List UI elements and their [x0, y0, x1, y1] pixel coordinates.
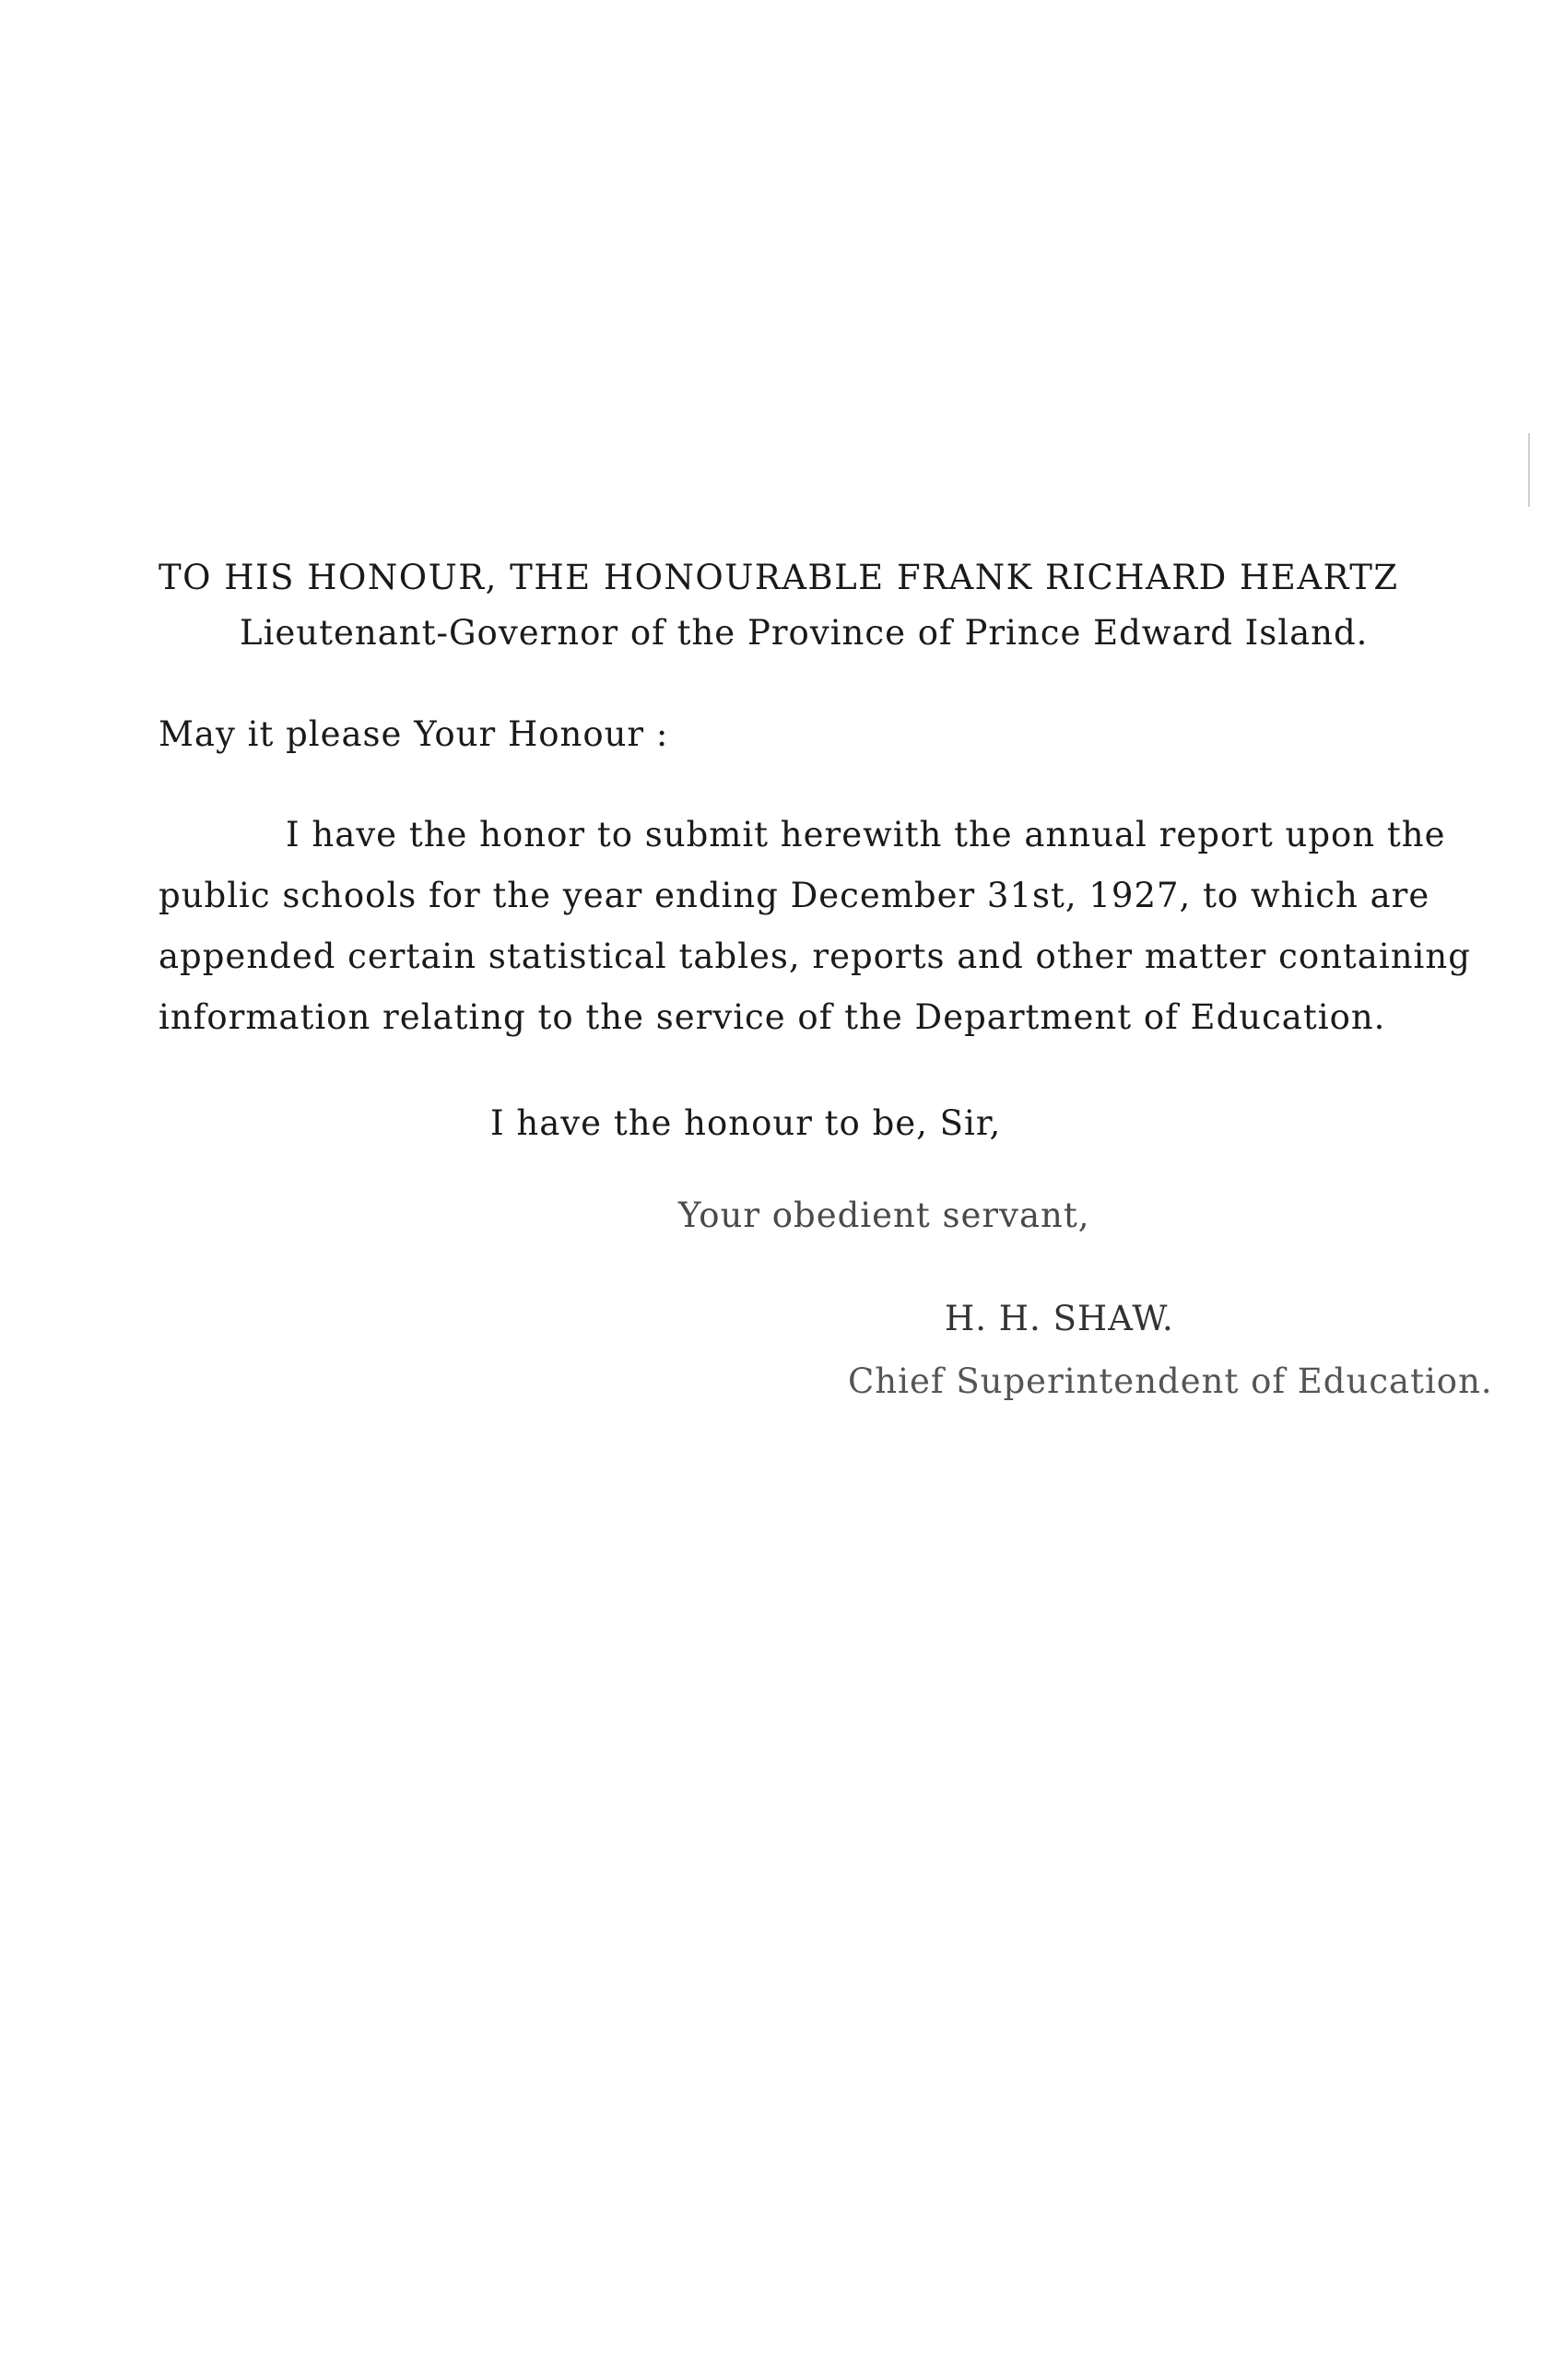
body-line: information relating to the service of the Department of Education. — [159, 997, 1386, 1037]
valediction: Your obedient servant, — [678, 1196, 1090, 1235]
closing: I have the honour to be, Sir, — [490, 1103, 1002, 1143]
body-paragraph — [159, 805, 1536, 1048]
salutation: May it please Your Honour : — [159, 714, 669, 754]
body-line: I have the honor to submit herewith the annual report upon the — [286, 815, 1446, 854]
signature-name: H. H. SHAW. — [945, 1299, 1174, 1338]
addressee-title: Lieutenant-Governor of the Province of Prince Edward Island. — [240, 613, 1369, 653]
body-line: appended certain statistical tables, reports and other matter containing — [159, 937, 1471, 976]
page-edge-mark — [1528, 433, 1530, 507]
signer-title: Chief Superintendent of Education. — [848, 1361, 1493, 1401]
body-line: public schools for the year ending December 31st, 1927, to which are — [159, 876, 1430, 915]
addressee: TO HIS HONOUR, THE HONOURABLE FRANK RICHARD HEARTZ — [159, 558, 1399, 597]
